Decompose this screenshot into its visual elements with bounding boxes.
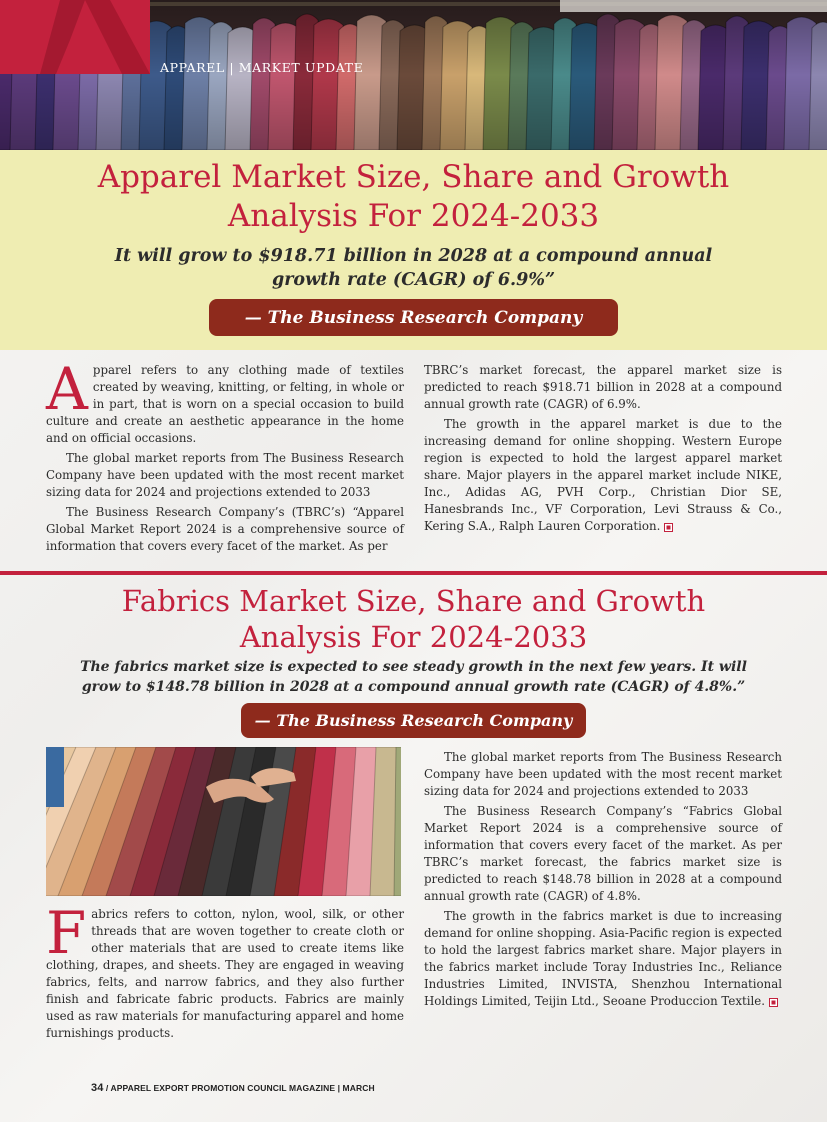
apparel-quote-line2: growth rate (CAGR) of 6.9%” bbox=[271, 270, 556, 290]
magazine-logo-a bbox=[0, 0, 150, 74]
fabrics-quote-line2: grow to $148.78 billion in 2028 at a compound annual growth rate (CAGR) of 4.8%.” bbox=[81, 679, 746, 695]
apparel-paragraph-1-text: pparel refers to any clothing made of textiles created by weaving, knitting, or felting, in whole or in part, that is worn on a special occasion to build culture and create an aesthetic appearance in the home and on official occasions. bbox=[46, 363, 404, 445]
fabrics-paragraph-1 bbox=[46, 899, 404, 1042]
fabrics-title-line1: Fabrics Market Size, Share and Growth bbox=[121, 584, 706, 618]
section-divider bbox=[0, 571, 827, 575]
apparel-quote-line1: It will grow to $918.71 billion in 2028 at a compound annual bbox=[114, 246, 713, 266]
apparel-source-badge: — The Business Research Company bbox=[209, 299, 618, 336]
fabrics-paragraph-4 bbox=[424, 908, 782, 1010]
fabric-swatches-photo bbox=[46, 747, 401, 896]
hero-clothing-rack-photo bbox=[0, 0, 827, 150]
apparel-column-right bbox=[424, 362, 782, 535]
footer-magazine-name: / APPAREL EXPORT PROMOTION COUNCIL MAGAZINE | MARCH bbox=[105, 1083, 375, 1093]
fabrics-paragraph-1-text: abrics refers to cotton, nylon, wool, silk, or other threads that are woven together to create cloth or other materials that are used to create items like clothing, drapes, and sheets. They are engaged in weaving fabrics, felts, and narrow fabrics, and they also further finish and fabricate fabric products. Fabrics are mainly used as raw materials for manufacturing apparel and home furnishings products. bbox=[46, 907, 404, 1040]
blue-fabric-corner bbox=[46, 747, 64, 807]
apparel-paragraph-2: The global market reports from The Business Research Company have been updated with the most recent market sizing data for 2024 and projections extended to 2033 bbox=[46, 451, 404, 499]
apparel-drop-cap: A bbox=[46, 355, 88, 423]
section-tag: APPAREL | MARKET UPDATE bbox=[160, 60, 364, 75]
apparel-paragraph-5 bbox=[424, 416, 782, 535]
apparel-paragraph-4: TBRC’s market forecast, the apparel market size is predicted to reach $918.71 billion in 2028 at a compound annual growth rate (CAGR) of 6.9%. bbox=[424, 363, 782, 411]
fabrics-title-line2: Analysis For 2024-2033 bbox=[239, 620, 588, 654]
apparel-pull-quote bbox=[0, 244, 827, 292]
fabrics-paragraph-3: The Business Research Company’s “Fabrics Global Market Report 2024 is a comprehensive source of information that covers every facet of the market. As per TBRC’s market forecast, the fabrics market size is predicted to reach $148.78 billion in 2028 at a compound annual growth rate (CAGR) of 4.8%. bbox=[424, 804, 782, 903]
end-of-article-icon bbox=[664, 523, 673, 532]
fabric-swatches-illustration bbox=[46, 747, 401, 896]
fabrics-title bbox=[0, 583, 827, 655]
apparel-header-band bbox=[0, 150, 827, 350]
page-footer bbox=[91, 1082, 375, 1094]
apparel-title-line2: Analysis For 2024-2033 bbox=[227, 198, 600, 234]
fabrics-quote-line1: The fabrics market size is expected to see steady growth in the next few years. It will bbox=[80, 659, 747, 675]
apparel-paragraph-5-text: The growth in the apparel market is due to the increasing demand for online shopping. Western Europe region is expected to hold the largest apparel market share. Major players in the apparel market include NIKE, Inc., Adidas AG, PVH Corp., Christian Dior SE, Hanesbrands Inc., VF Corporation, Levi Strauss & Co., Kering S.A., Ralph Lauren Corporation. bbox=[424, 417, 782, 533]
apparel-title-line1: Apparel Market Size, Share and Growth bbox=[97, 159, 730, 195]
fabrics-pull-quote bbox=[0, 657, 827, 697]
fabrics-source-badge: — The Business Research Company bbox=[241, 703, 586, 738]
end-of-article-icon bbox=[769, 998, 778, 1007]
page-number: 34 bbox=[91, 1082, 104, 1094]
apparel-paragraph-1 bbox=[46, 355, 404, 447]
apparel-paragraph-3: The Business Research Company’s (TBRC’s) “Apparel Global Market Report 2024 is a comprehensive source of information that covers every facet of the market. As per bbox=[46, 505, 404, 553]
fabrics-paragraph-2: The global market reports from The Business Research Company have been updated with the most recent market sizing data for 2024 and projections extended to 2033 bbox=[424, 750, 782, 798]
apparel-title bbox=[0, 158, 827, 236]
fabrics-paragraph-4-text: The growth in the fabrics market is due to increasing demand for online shopping. Asia-Pacific region is expected to hold the largest fabrics market share. Major players in the fabrics market include Toray Industries Inc., Reliance Industries Limited, INVISTA, Shenzhou International Holdings Limited, Teijin Ltd., Seoane Produccion Textile. bbox=[424, 909, 782, 1008]
fabrics-column-left bbox=[46, 899, 404, 1042]
fabrics-column-right bbox=[424, 749, 782, 1010]
fabrics-drop-cap: F bbox=[46, 899, 87, 967]
apparel-column-left bbox=[46, 355, 404, 555]
